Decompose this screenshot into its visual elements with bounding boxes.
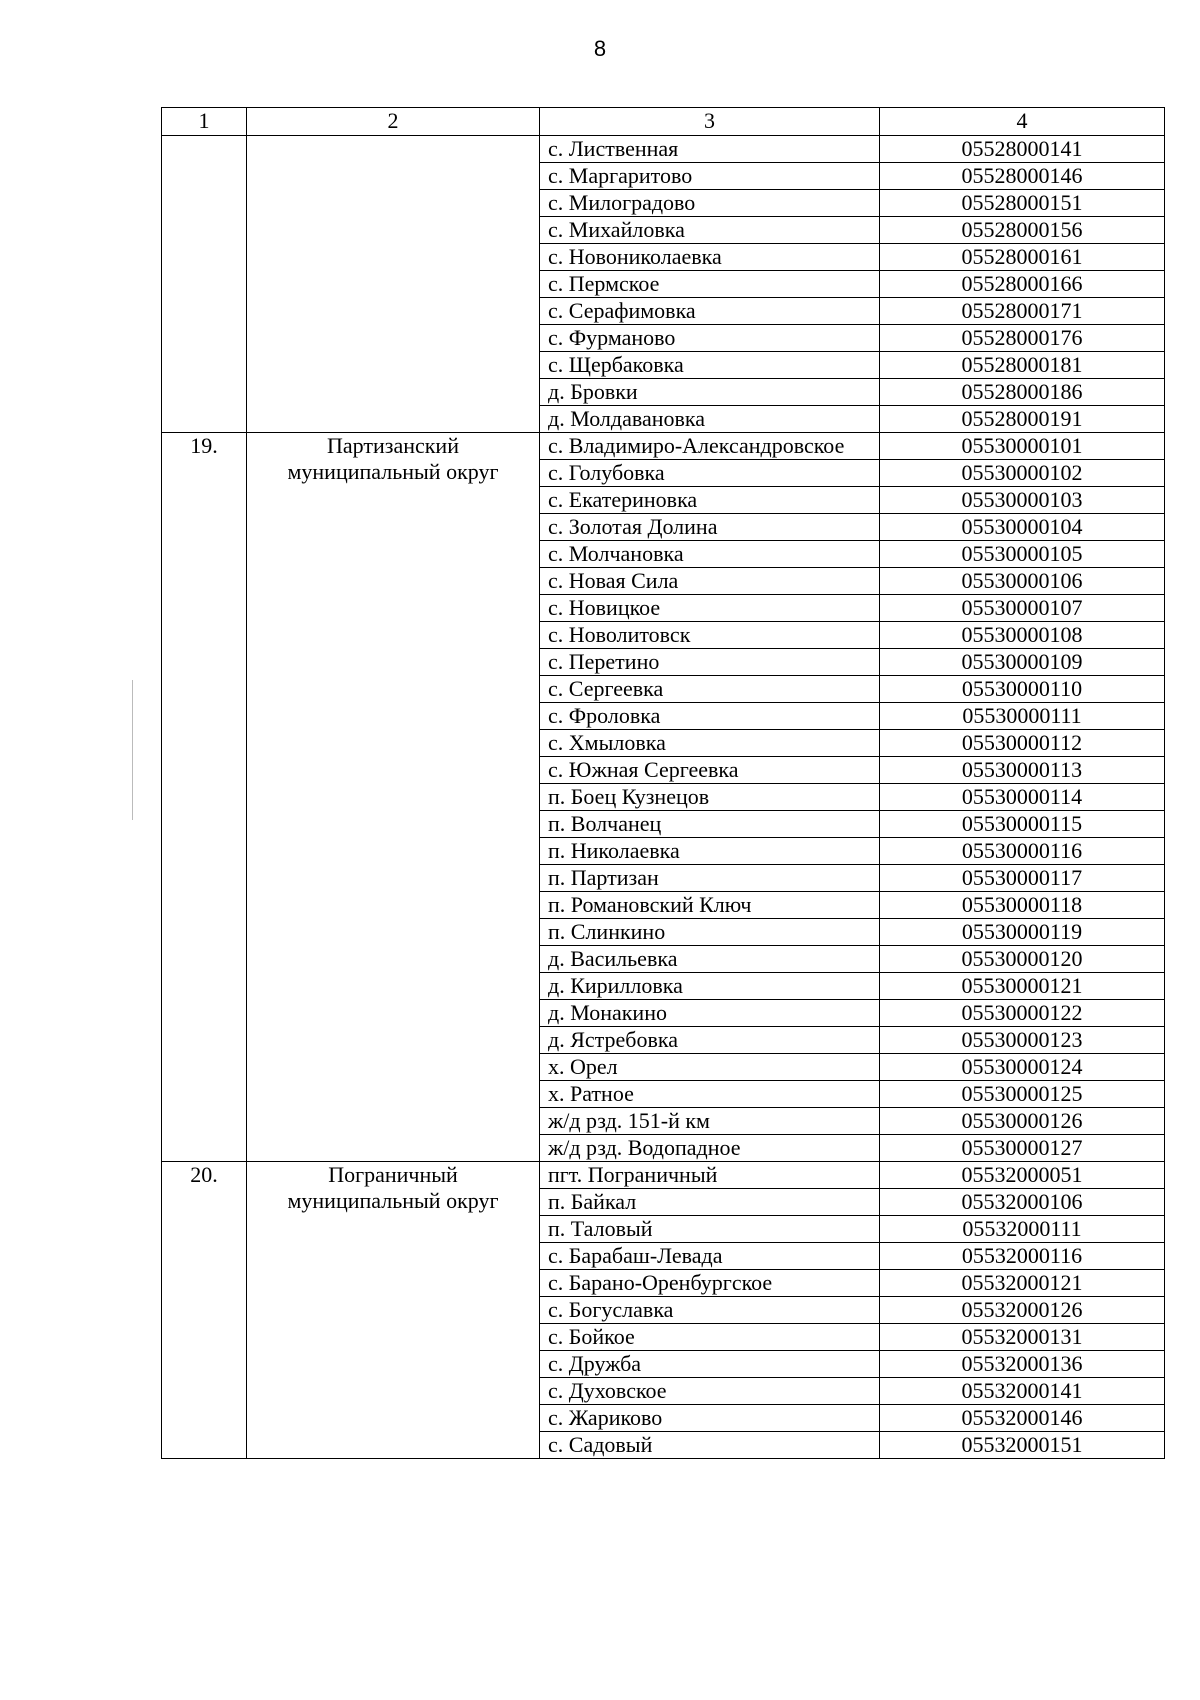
settlement-name: с. Екатериновка	[540, 487, 880, 514]
settlement-name: с. Южная Сергеевка	[540, 757, 880, 784]
settlement-code: 05528000151	[880, 190, 1165, 217]
settlement-name: с. Фроловка	[540, 703, 880, 730]
settlement-code: 05528000176	[880, 325, 1165, 352]
settlement-code: 05530000104	[880, 514, 1165, 541]
settlement-name: с. Фурманово	[540, 325, 880, 352]
settlement-name: с. Молчановка	[540, 541, 880, 568]
settlement-code: 05528000156	[880, 217, 1165, 244]
settlement-name: п. Романовский Ключ	[540, 892, 880, 919]
settlement-code: 05530000110	[880, 676, 1165, 703]
settlement-code: 05528000181	[880, 352, 1165, 379]
settlement-code: 05530000101	[880, 433, 1165, 460]
settlement-code: 05532000136	[880, 1351, 1165, 1378]
table-header-row	[162, 108, 1165, 136]
settlement-name: с. Щербаковка	[540, 352, 880, 379]
settlement-name: с. Дружба	[540, 1351, 880, 1378]
table-row	[162, 433, 1165, 460]
settlement-name: п. Слинкино	[540, 919, 880, 946]
settlement-code: 05530000106	[880, 568, 1165, 595]
settlement-code: 05532000121	[880, 1270, 1165, 1297]
settlement-name: с. Хмыловка	[540, 730, 880, 757]
settlement-name: п. Байкал	[540, 1189, 880, 1216]
settlement-name: д. Бровки	[540, 379, 880, 406]
settlement-code: 05530000124	[880, 1054, 1165, 1081]
settlement-code: 05530000120	[880, 946, 1165, 973]
settlement-code: 05532000141	[880, 1378, 1165, 1405]
settlement-name: с. Новицкое	[540, 595, 880, 622]
settlement-name: д. Монакино	[540, 1000, 880, 1027]
table-body	[162, 136, 1165, 1459]
settlement-name: х. Ратное	[540, 1081, 880, 1108]
settlement-code: 05528000146	[880, 163, 1165, 190]
settlement-code: 05530000121	[880, 973, 1165, 1000]
header-col-2: 2	[247, 108, 540, 136]
settlement-code: 05530000127	[880, 1135, 1165, 1162]
settlement-code: 05530000122	[880, 1000, 1165, 1027]
settlement-code: 05532000146	[880, 1405, 1165, 1432]
settlement-code: 05530000108	[880, 622, 1165, 649]
settlement-name: д. Ястребовка	[540, 1027, 880, 1054]
settlement-name: с. Бойкое	[540, 1324, 880, 1351]
settlement-name: п. Таловый	[540, 1216, 880, 1243]
settlement-name: с. Маргаритово	[540, 163, 880, 190]
district-name	[247, 136, 540, 433]
settlement-code: 05530000117	[880, 865, 1165, 892]
table-row	[162, 136, 1165, 163]
settlement-code: 05528000161	[880, 244, 1165, 271]
settlement-code: 05530000126	[880, 1108, 1165, 1135]
district-number: 20.	[162, 1162, 247, 1459]
settlement-code: 05530000103	[880, 487, 1165, 514]
settlement-code: 05528000191	[880, 406, 1165, 433]
settlement-name: п. Партизан	[540, 865, 880, 892]
settlement-code: 05530000114	[880, 784, 1165, 811]
district-name: Партизанский муниципальный округ	[247, 433, 540, 1162]
settlement-name: с. Михайловка	[540, 217, 880, 244]
settlement-name: с. Золотая Долина	[540, 514, 880, 541]
settlement-name: с. Владимиро-Александровское	[540, 433, 880, 460]
district-number	[162, 136, 247, 433]
header-col-3: 3	[540, 108, 880, 136]
settlement-code: 05532000126	[880, 1297, 1165, 1324]
settlement-name: с. Пермское	[540, 271, 880, 298]
settlement-code: 05530000112	[880, 730, 1165, 757]
settlement-name: с. Голубовка	[540, 460, 880, 487]
settlement-name: с. Садовый	[540, 1432, 880, 1459]
settlement-name: пгт. Пограничный	[540, 1162, 880, 1189]
settlement-name: с. Духовское	[540, 1378, 880, 1405]
table-row	[162, 1162, 1165, 1189]
settlement-code: 05532000106	[880, 1189, 1165, 1216]
settlement-name: п. Боец Кузнецов	[540, 784, 880, 811]
settlement-code: 05528000141	[880, 136, 1165, 163]
settlement-name: ж/д рзд. Водопадное	[540, 1135, 880, 1162]
settlement-code: 05530000113	[880, 757, 1165, 784]
settlement-name: с. Богуславка	[540, 1297, 880, 1324]
settlement-code: 05528000171	[880, 298, 1165, 325]
settlement-code: 05532000111	[880, 1216, 1165, 1243]
settlement-code: 05530000116	[880, 838, 1165, 865]
settlement-name: с. Барано-Оренбургское	[540, 1270, 880, 1297]
settlement-name: п. Волчанец	[540, 811, 880, 838]
settlement-name: ж/д рзд. 151-й км	[540, 1108, 880, 1135]
settlement-code: 05528000186	[880, 379, 1165, 406]
settlements-table	[161, 107, 1165, 1459]
settlement-name: с. Милоградово	[540, 190, 880, 217]
header-col-4: 4	[880, 108, 1165, 136]
settlement-code: 05530000125	[880, 1081, 1165, 1108]
settlement-name: с. Новолитовск	[540, 622, 880, 649]
settlement-name: д. Молдавановка	[540, 406, 880, 433]
settlement-code: 05530000115	[880, 811, 1165, 838]
settlement-code: 05532000151	[880, 1432, 1165, 1459]
settlement-name: п. Николаевка	[540, 838, 880, 865]
settlement-code: 05532000116	[880, 1243, 1165, 1270]
settlement-code: 05528000166	[880, 271, 1165, 298]
scan-artifact-line	[132, 680, 133, 820]
district-number: 19.	[162, 433, 247, 1162]
settlement-name: х. Орел	[540, 1054, 880, 1081]
district-name: Пограничный муниципальный округ	[247, 1162, 540, 1459]
settlement-name: с. Барабаш-Левада	[540, 1243, 880, 1270]
settlement-code: 05530000118	[880, 892, 1165, 919]
settlement-code: 05530000105	[880, 541, 1165, 568]
settlement-name: с. Жариково	[540, 1405, 880, 1432]
settlement-code: 05530000123	[880, 1027, 1165, 1054]
settlement-code: 05530000109	[880, 649, 1165, 676]
settlement-code: 05530000107	[880, 595, 1165, 622]
settlement-code: 05532000051	[880, 1162, 1165, 1189]
settlement-name: д. Кирилловка	[540, 973, 880, 1000]
settlement-name: с. Новониколаевка	[540, 244, 880, 271]
settlement-name: с. Лиственная	[540, 136, 880, 163]
settlement-name: д. Васильевка	[540, 946, 880, 973]
page-number: 8	[593, 36, 607, 61]
settlement-name: с. Новая Сила	[540, 568, 880, 595]
settlement-code: 05532000131	[880, 1324, 1165, 1351]
settlement-code: 05530000119	[880, 919, 1165, 946]
settlement-name: с. Перетино	[540, 649, 880, 676]
settlement-name: с. Сергеевка	[540, 676, 880, 703]
settlement-code: 05530000111	[880, 703, 1165, 730]
settlement-name: с. Серафимовка	[540, 298, 880, 325]
settlement-code: 05530000102	[880, 460, 1165, 487]
header-col-1: 1	[162, 108, 247, 136]
